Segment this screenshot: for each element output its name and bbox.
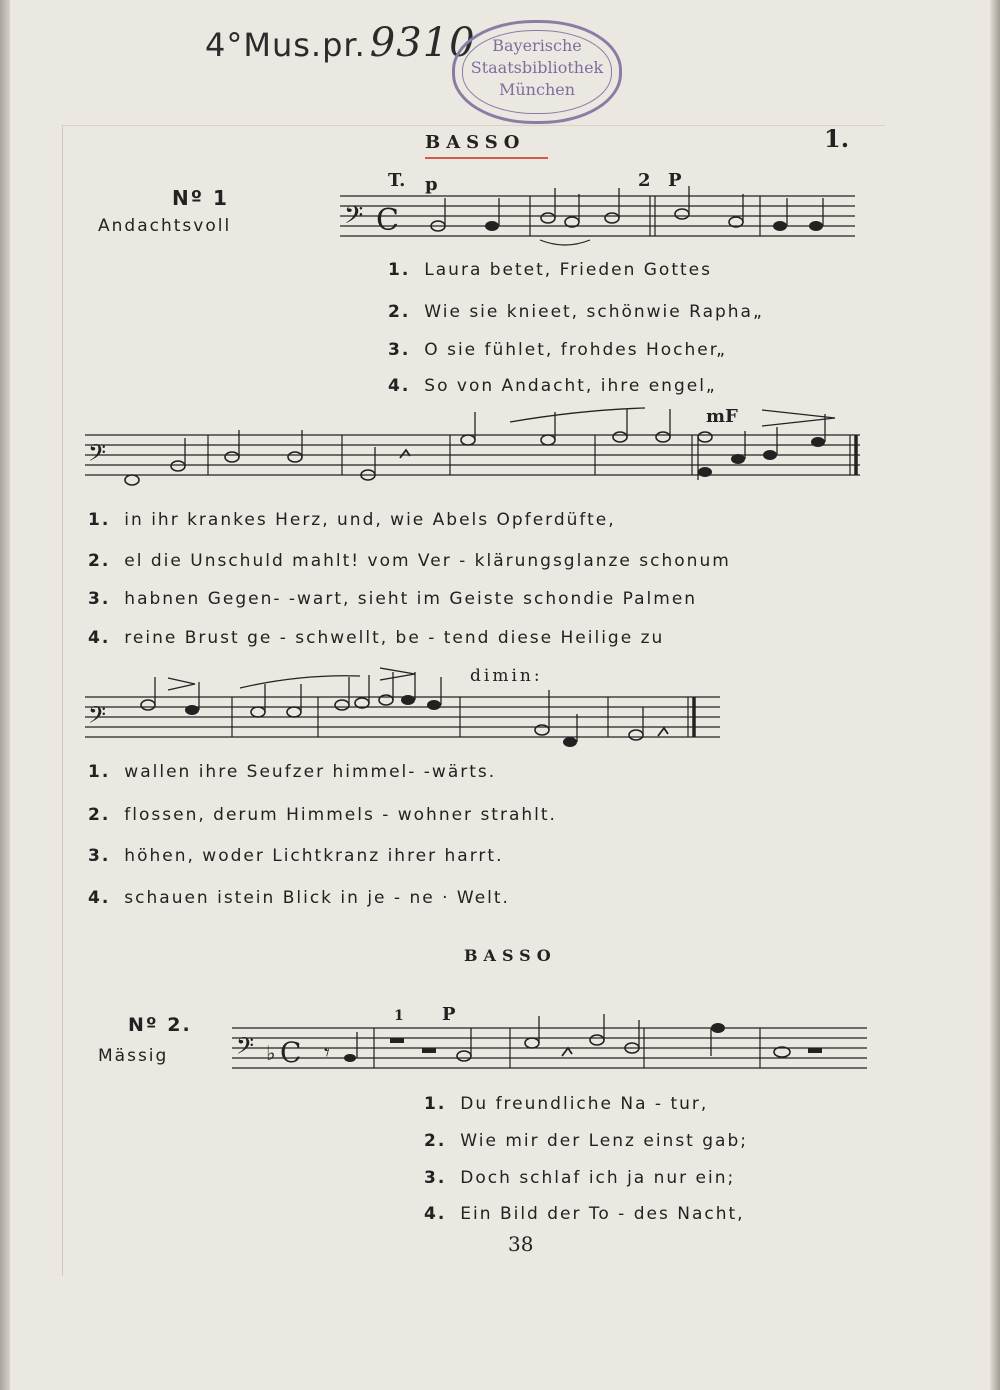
- verse-1-line-3: 3. O sie fühlet, frohdes Hocher„: [388, 340, 727, 360]
- piano-mark-3: P: [442, 1004, 456, 1025]
- verse-1-line-2: 2. Wie sie knieet, schönwie Rapha„: [388, 302, 764, 322]
- page-edge: [990, 0, 1000, 1390]
- verse-3-line-1: 1. wallen ihre Seufzer himmel- -wärts.: [88, 762, 497, 782]
- verse-3-line-2: 2. flossen, derum Himmels - wohner strahlt.: [88, 805, 557, 825]
- shelfmark-number: 9310: [369, 20, 476, 66]
- svg-text:𝄾: 𝄾: [324, 1041, 330, 1066]
- piano-mark: p: [425, 174, 438, 195]
- svg-text:𝄢: 𝄢: [236, 1032, 255, 1065]
- svg-text:C: C: [376, 203, 399, 238]
- verse-2-line-3: 3. habnen Gegen- -wart, sieht im Geiste schondie Palmen: [88, 589, 698, 609]
- library-stamp: [452, 20, 622, 124]
- shelfmark-prefix: 4°Mus.pr.: [205, 26, 366, 64]
- stamp-inner-ring: [462, 30, 612, 114]
- staff-2: [80, 400, 870, 500]
- shelfmark: [205, 20, 476, 66]
- tempo-marking: Andachtsvoll: [98, 216, 232, 236]
- verse-2-line-4: 4. reine Brust ge - schwellt, be - tend diese Heilige zu: [88, 628, 665, 648]
- stamp-line-2: Staatsbibliothek: [470, 58, 604, 77]
- part-title: BASSO: [425, 132, 526, 153]
- staff-1: [340, 194, 860, 254]
- red-underline: [425, 157, 548, 159]
- verse-2-line-1: 1. in ihr krankes Herz, und, wie Abels Opferdüfte,: [88, 510, 616, 530]
- page-number: 38: [508, 1232, 534, 1256]
- second-voice-mark: 2: [638, 170, 651, 191]
- song2-verse-1: 1. Du freundliche Na - tur,: [424, 1094, 709, 1114]
- staff-4: [232, 1020, 872, 1080]
- stamp-line-1: Bayerische: [492, 36, 582, 55]
- verse-1-line-4: 4. So von Andacht, ihre engel„: [388, 376, 717, 396]
- diminuendo-mark: dimin:: [470, 666, 543, 686]
- first-ending-mark: 1: [394, 1008, 404, 1024]
- verse-3-line-4: 4. schauen istein Blick in je - ne · Welt.: [88, 888, 510, 908]
- song2-verse-3: 3. Doch schlaf ich ja nur ein;: [424, 1168, 736, 1188]
- song2-verse-4: 4. Ein Bild der To - des Nacht,: [424, 1204, 745, 1224]
- part-title-2: BASSO: [464, 946, 557, 965]
- svg-text:𝄢: 𝄢: [344, 201, 364, 236]
- tutti-mark: T.: [388, 170, 406, 191]
- song-number: Nº 1: [172, 186, 229, 210]
- mezzo-forte-mark: mF: [706, 406, 738, 427]
- verse-1-line-1: 1. Laura betet, Frieden Gottes: [388, 260, 712, 280]
- verse-3-line-3: 3. höhen, woder Lichtkranz ihrer harrt.: [88, 846, 504, 866]
- svg-text:𝄢: 𝄢: [88, 439, 107, 472]
- song2-verse-2: 2. Wie mir der Lenz einst gab;: [424, 1131, 748, 1151]
- tempo-marking-2: Mässig: [98, 1046, 169, 1066]
- song-number-2: Nº 2.: [128, 1014, 192, 1036]
- svg-text:♭: ♭: [266, 1041, 276, 1065]
- svg-text:C: C: [280, 1036, 302, 1069]
- stamp-line-3: München: [498, 80, 576, 99]
- book-spine-shadow: [0, 0, 10, 1390]
- page-marker: 1.: [824, 124, 850, 153]
- piano-mark-2: P: [668, 170, 682, 191]
- verse-2-line-2: 2. el die Unschuld mahlt! vom Ver - klärungsglanze schonum: [88, 551, 731, 571]
- svg-text:𝄢: 𝄢: [88, 701, 107, 734]
- staff-3: [80, 660, 740, 760]
